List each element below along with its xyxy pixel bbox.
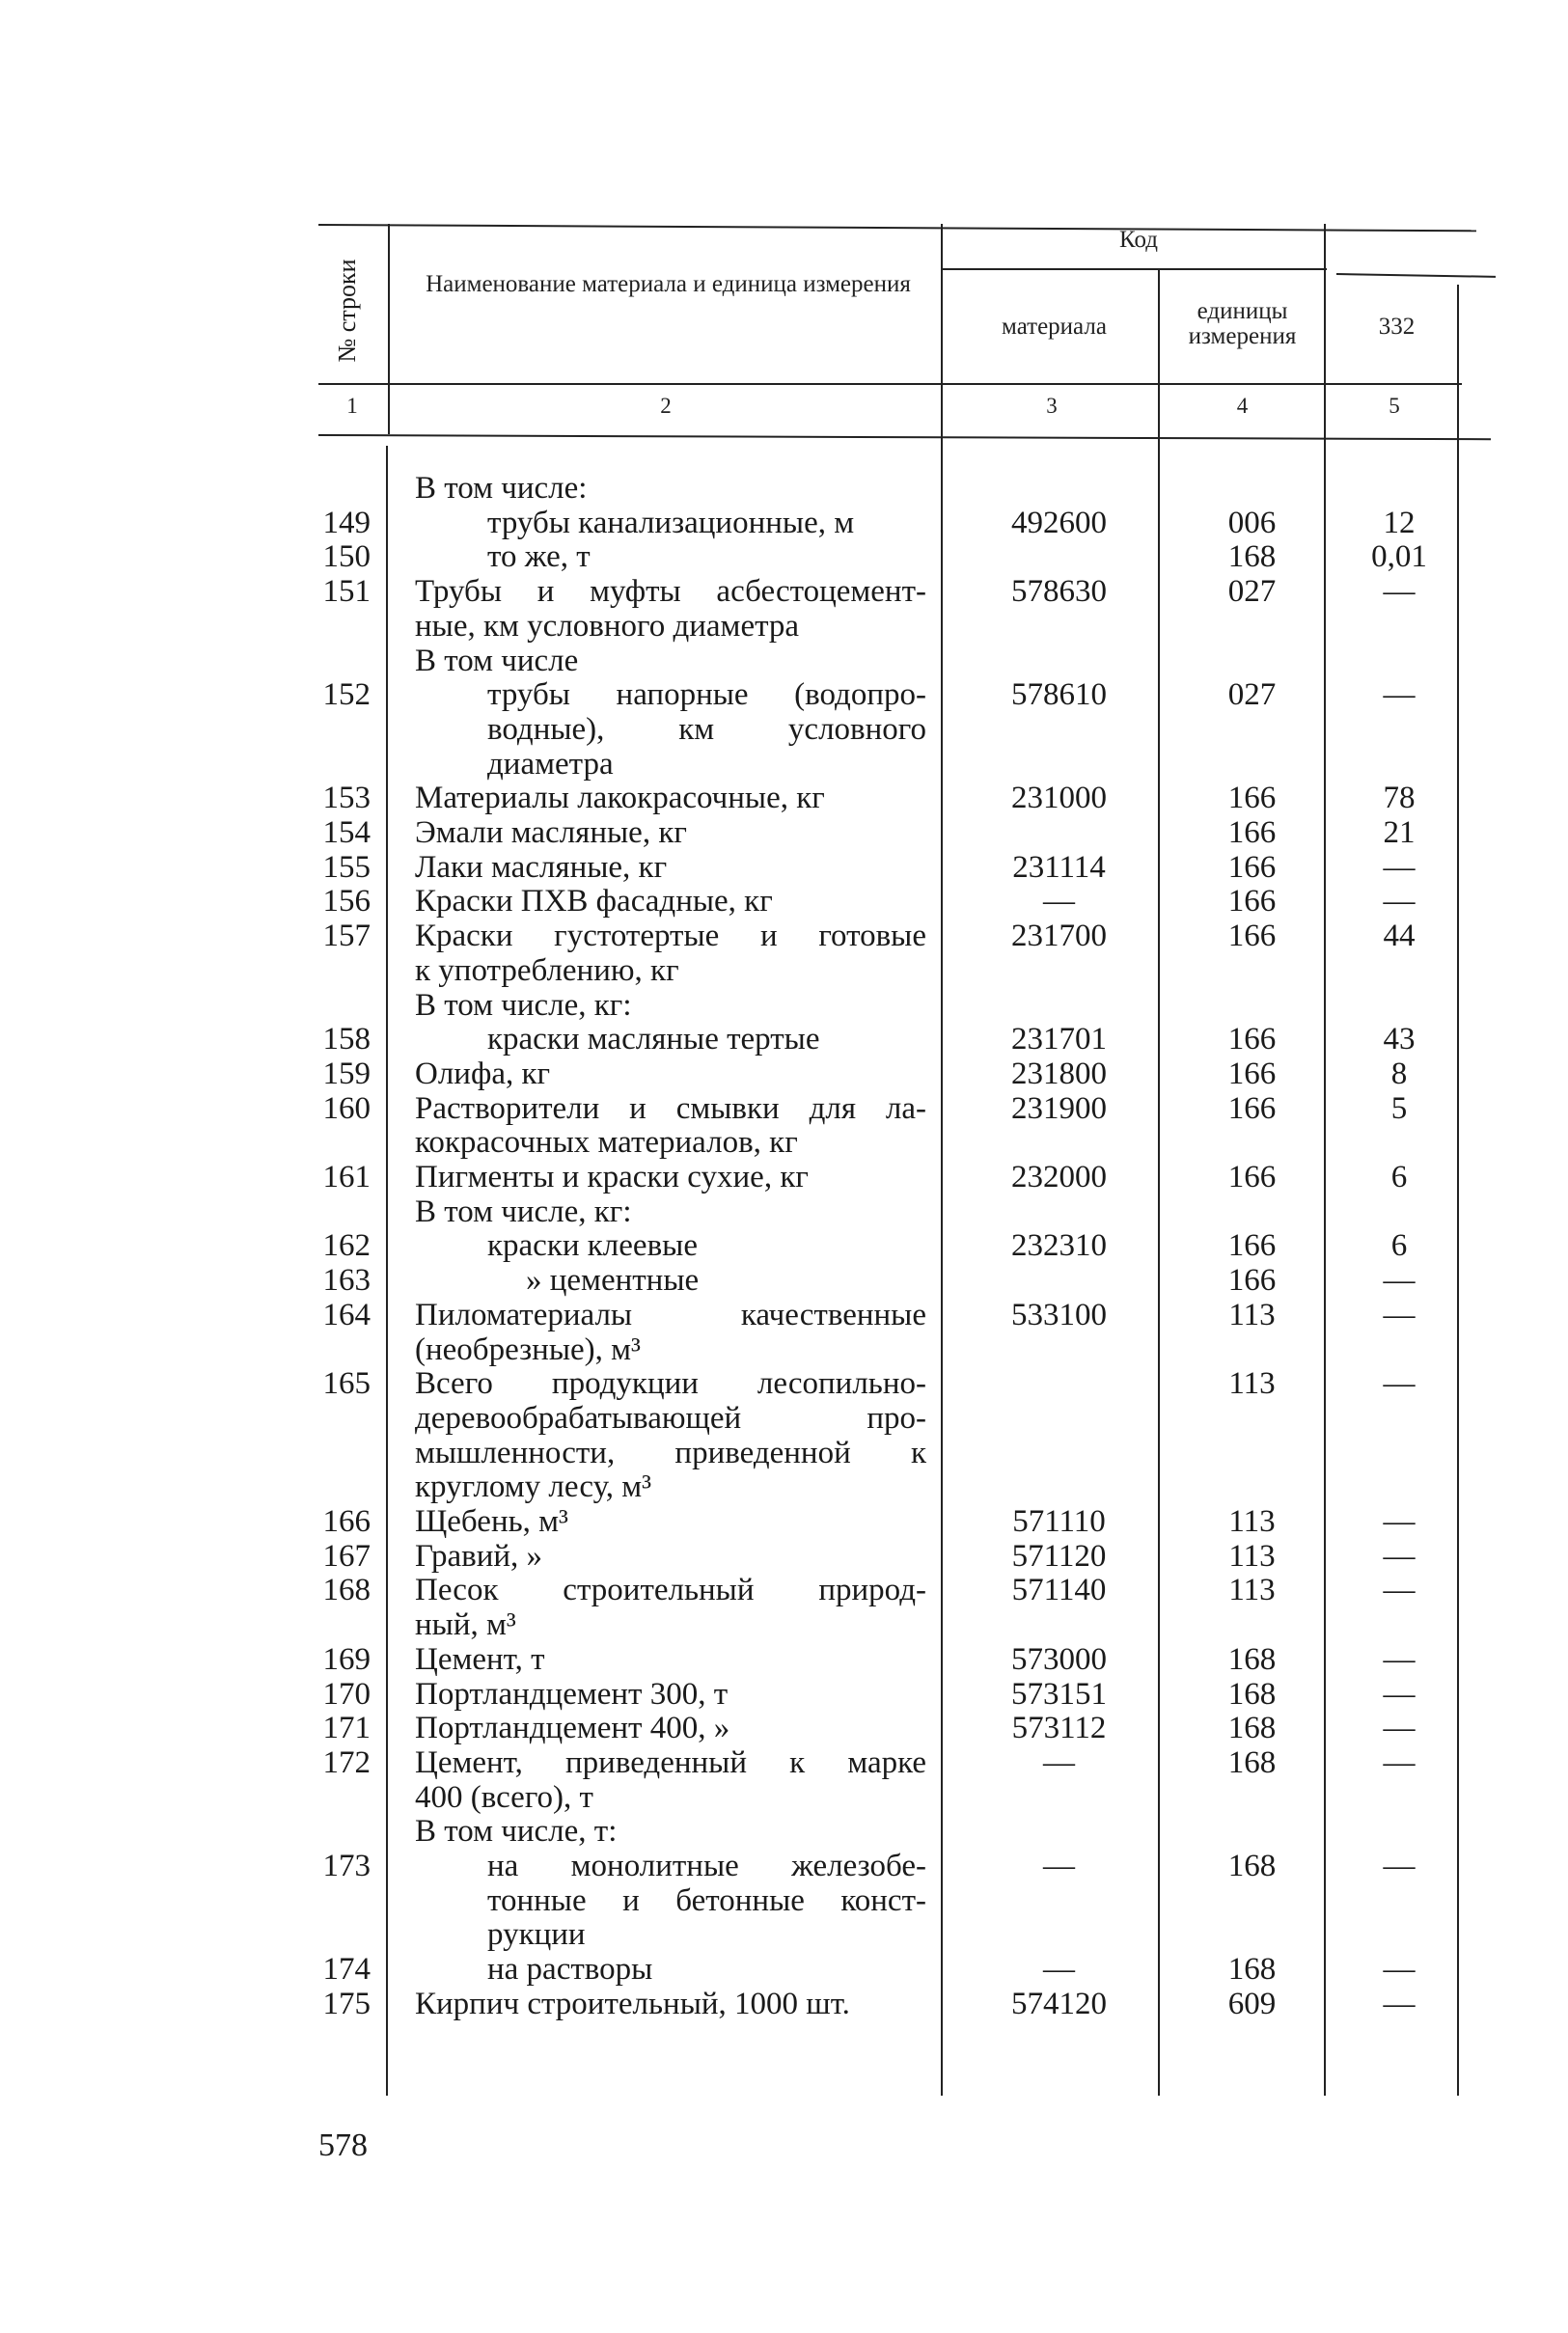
material-name: В том числе: bbox=[415, 471, 588, 506]
value-332: 43 bbox=[1383, 1022, 1416, 1057]
row-number: 169 bbox=[322, 1641, 371, 1677]
unit-code: 166 bbox=[1227, 1056, 1277, 1091]
unit-code: 168 bbox=[1227, 1676, 1277, 1712]
row-number: 155 bbox=[322, 849, 371, 885]
material-name: В том числе, кг: bbox=[415, 987, 632, 1023]
value-332: 6 bbox=[1390, 1160, 1408, 1194]
material-name: Эмали масляные, кг bbox=[415, 815, 687, 850]
kod-underline bbox=[941, 268, 1327, 270]
value-332: — bbox=[1383, 1744, 1416, 1780]
row-number: 173 bbox=[322, 1849, 371, 1883]
value-332: — bbox=[1383, 1986, 1416, 2021]
value-332: 44 bbox=[1383, 919, 1416, 954]
material-code: 571120 bbox=[1011, 1538, 1107, 1574]
row-number: 164 bbox=[322, 1297, 371, 1332]
row-number: 167 bbox=[322, 1538, 371, 1574]
value-332: — bbox=[1383, 1952, 1416, 1988]
value-332: — bbox=[1383, 677, 1416, 713]
col-number-3: 3 bbox=[1046, 394, 1058, 418]
material-name: тонные и бетонные конст- bbox=[487, 1882, 926, 1918]
material-code: 492600 bbox=[1011, 505, 1107, 540]
material-name: Гравий, » bbox=[415, 1538, 543, 1574]
unit-code: 168 bbox=[1227, 1641, 1277, 1677]
col-number-5: 5 bbox=[1389, 394, 1400, 418]
row-number: 154 bbox=[322, 815, 371, 850]
col5-top-rule bbox=[1336, 273, 1496, 278]
value-332: 6 bbox=[1390, 1228, 1408, 1264]
material-name: » цементные bbox=[526, 1263, 700, 1299]
material-name: рукции bbox=[487, 1917, 586, 1953]
material-code: — bbox=[1043, 1849, 1075, 1883]
material-name: к употреблению, кг bbox=[415, 952, 679, 988]
col-number-4: 4 bbox=[1236, 394, 1249, 418]
unit-code: 113 bbox=[1228, 1366, 1276, 1402]
material-code: 231701 bbox=[1011, 1022, 1107, 1057]
value-332: — bbox=[1383, 1366, 1416, 1402]
material-code: 232310 bbox=[1011, 1228, 1107, 1264]
value-332: — bbox=[1383, 1641, 1416, 1677]
unit-code: 166 bbox=[1227, 781, 1277, 816]
col-number-2: 2 bbox=[660, 394, 672, 418]
material-name: Цемент, приведенный к марке bbox=[415, 1744, 926, 1780]
value-332: 8 bbox=[1390, 1056, 1408, 1091]
material-name: 400 (всего), т bbox=[415, 1779, 593, 1815]
material-name: диаметра bbox=[487, 746, 614, 782]
material-code: 578610 bbox=[1011, 677, 1107, 713]
material-name: Песок строительный природ- bbox=[415, 1573, 926, 1608]
unit-code: 027 bbox=[1227, 574, 1277, 610]
row-number: 170 bbox=[322, 1676, 371, 1712]
material-code: 571140 bbox=[1011, 1573, 1107, 1608]
material-name: Краски густотертые и готовые bbox=[415, 919, 926, 954]
material-name: Лаки масляные, кг bbox=[415, 849, 668, 885]
material-name: Щебень, м³ bbox=[415, 1504, 568, 1539]
row-number-header: № строки bbox=[333, 259, 361, 363]
material-code: 231900 bbox=[1011, 1090, 1107, 1126]
unit-code: 168 bbox=[1227, 1952, 1277, 1988]
material-name: (необрезные), м³ bbox=[415, 1331, 641, 1367]
material-name: ный, м³ bbox=[415, 1607, 516, 1643]
material-code: — bbox=[1043, 884, 1075, 919]
unit-code: 027 bbox=[1227, 677, 1277, 713]
unit-code: 168 bbox=[1227, 1849, 1277, 1883]
material-code: 232000 bbox=[1011, 1160, 1107, 1194]
unit-code: 166 bbox=[1227, 1022, 1277, 1057]
material-name: Кирпич строительный, 1000 шт. bbox=[415, 1986, 850, 2021]
material-name: трубы напорные (водопро- bbox=[487, 677, 926, 713]
row-number: 159 bbox=[322, 1056, 371, 1091]
value-332: 5 bbox=[1390, 1090, 1408, 1126]
value-332: — bbox=[1383, 1263, 1416, 1299]
material-name: Трубы и муфты асбестоцемент- bbox=[415, 574, 926, 610]
value-332: — bbox=[1383, 1849, 1416, 1883]
material-name: Растворители и смывки для ла- bbox=[415, 1090, 926, 1126]
material-code: 573112 bbox=[1011, 1711, 1107, 1746]
material-name: Олифа, кг bbox=[415, 1056, 551, 1091]
material-code: 573000 bbox=[1011, 1641, 1107, 1677]
material-name: Материалы лакокрасочные, кг bbox=[415, 781, 825, 816]
unit-code: 166 bbox=[1227, 815, 1277, 850]
material-name: Портландцемент 400, » bbox=[415, 1711, 730, 1746]
row-number: 153 bbox=[322, 781, 371, 816]
unit-code: 113 bbox=[1228, 1504, 1276, 1539]
material-code: 231114 bbox=[1012, 849, 1106, 885]
unit-code: 609 bbox=[1227, 1986, 1277, 2021]
row-number: 158 bbox=[322, 1022, 371, 1057]
header-nums-rule bbox=[318, 434, 1491, 440]
unit-code: 113 bbox=[1228, 1538, 1276, 1574]
row-number: 172 bbox=[322, 1744, 371, 1780]
material-code: 574120 bbox=[1011, 1986, 1107, 2021]
material-code: 231800 bbox=[1011, 1056, 1107, 1091]
row-number: 175 bbox=[322, 1986, 371, 2021]
value-332: — bbox=[1383, 849, 1416, 885]
material-name: Краски ПХВ фасадные, кг bbox=[415, 884, 773, 919]
col-number-1: 1 bbox=[346, 394, 358, 418]
header-top-rule bbox=[318, 224, 1476, 232]
unit-code: 113 bbox=[1228, 1573, 1276, 1608]
row-number: 156 bbox=[322, 884, 371, 919]
material-name: ные, км условного диаметра bbox=[415, 608, 800, 644]
material-name: на растворы bbox=[487, 1952, 653, 1988]
value-332: — bbox=[1383, 1711, 1416, 1746]
material-code: — bbox=[1043, 1744, 1075, 1780]
value-332: 78 bbox=[1383, 781, 1416, 816]
col-rule-1 bbox=[388, 224, 390, 434]
material-name: Пиломатериалы качественные bbox=[415, 1297, 926, 1332]
row-number: 150 bbox=[322, 539, 371, 575]
value-332: — bbox=[1383, 1538, 1416, 1574]
material-name: круглому лесу, м³ bbox=[415, 1469, 652, 1505]
value-332: — bbox=[1383, 1297, 1416, 1332]
row-number: 151 bbox=[322, 574, 371, 610]
unit-code: 166 bbox=[1227, 884, 1277, 919]
unit-code: 166 bbox=[1227, 1263, 1277, 1299]
material-code: 571110 bbox=[1012, 1504, 1106, 1539]
row-number: 166 bbox=[322, 1504, 371, 1539]
material-name: Всего продукции лесопильно- bbox=[415, 1366, 926, 1402]
material-name: В том числе, т: bbox=[415, 1814, 618, 1850]
row-number: 171 bbox=[322, 1711, 371, 1746]
material-name: деревообрабатывающей про- bbox=[415, 1400, 926, 1436]
name-column-header: Наименование материала и единица измерения bbox=[426, 271, 911, 297]
value-332: — bbox=[1383, 1573, 1416, 1608]
row-number: 149 bbox=[322, 505, 371, 540]
material-name: Цемент, т bbox=[415, 1641, 545, 1677]
material-name: трубы канализационные, м bbox=[487, 505, 855, 540]
row-number: 162 bbox=[322, 1228, 371, 1264]
col-rule-2 bbox=[941, 224, 943, 2096]
col5-header: 332 bbox=[1378, 314, 1416, 340]
value-332: 21 bbox=[1383, 815, 1416, 850]
material-code: 533100 bbox=[1011, 1297, 1107, 1332]
material-name: на монолитные железобе- bbox=[487, 1849, 926, 1883]
value-332: — bbox=[1383, 1676, 1416, 1712]
row-number: 152 bbox=[322, 677, 371, 713]
row-number: 174 bbox=[322, 1952, 371, 1988]
row-number: 157 bbox=[322, 919, 371, 954]
material-name: то же, т bbox=[487, 539, 591, 575]
material-name: В том числе, кг: bbox=[415, 1194, 632, 1229]
value-332: — bbox=[1383, 884, 1416, 919]
col-rule-5 bbox=[1457, 285, 1459, 2096]
unit-code: 166 bbox=[1227, 849, 1277, 885]
material-code: — bbox=[1043, 1952, 1075, 1988]
unit-code: 006 bbox=[1227, 505, 1277, 540]
material-name: краски масляные тертые bbox=[487, 1022, 820, 1057]
unit-code: 166 bbox=[1227, 919, 1277, 954]
material-name: водные), км условного bbox=[487, 711, 926, 747]
material-code-header: материала bbox=[1002, 314, 1107, 340]
material-name: краски клеевые bbox=[487, 1228, 698, 1264]
material-code: 578630 bbox=[1011, 574, 1107, 610]
unit-code: 166 bbox=[1227, 1160, 1277, 1194]
value-332: — bbox=[1383, 574, 1416, 610]
value-332: 0,01 bbox=[1371, 539, 1427, 575]
material-name: кокрасочных материалов, кг bbox=[415, 1125, 798, 1161]
unit-code: 166 bbox=[1227, 1090, 1277, 1126]
unit-code: 168 bbox=[1227, 1744, 1277, 1780]
value-332: — bbox=[1383, 1504, 1416, 1539]
header-bottom-rule bbox=[318, 383, 1462, 385]
row-number: 163 bbox=[322, 1263, 371, 1299]
row-number: 160 bbox=[322, 1090, 371, 1126]
material-name: Пигменты и краски сухие, кг bbox=[415, 1160, 809, 1194]
kod-header: Код bbox=[1119, 227, 1158, 253]
material-code: 231000 bbox=[1011, 781, 1107, 816]
row-number: 161 bbox=[322, 1160, 371, 1194]
material-code: 231700 bbox=[1011, 919, 1107, 954]
material-code: 573151 bbox=[1011, 1676, 1107, 1712]
value-332: 12 bbox=[1383, 505, 1416, 540]
material-name: В том числе bbox=[415, 643, 579, 678]
col-rule-1-body bbox=[386, 446, 388, 2096]
page-number: 578 bbox=[318, 2127, 368, 2163]
unit-code: 168 bbox=[1227, 539, 1277, 575]
unit-code: 168 bbox=[1227, 1711, 1277, 1746]
row-number: 168 bbox=[322, 1573, 371, 1608]
unit-code: 113 bbox=[1228, 1297, 1276, 1332]
unit-code-header: единицы измерения bbox=[1188, 298, 1297, 349]
row-number: 165 bbox=[322, 1366, 371, 1402]
material-name: Портландцемент 300, т bbox=[415, 1676, 729, 1712]
material-name: мышленности, приведенной к bbox=[415, 1435, 926, 1470]
unit-code: 166 bbox=[1227, 1228, 1277, 1264]
